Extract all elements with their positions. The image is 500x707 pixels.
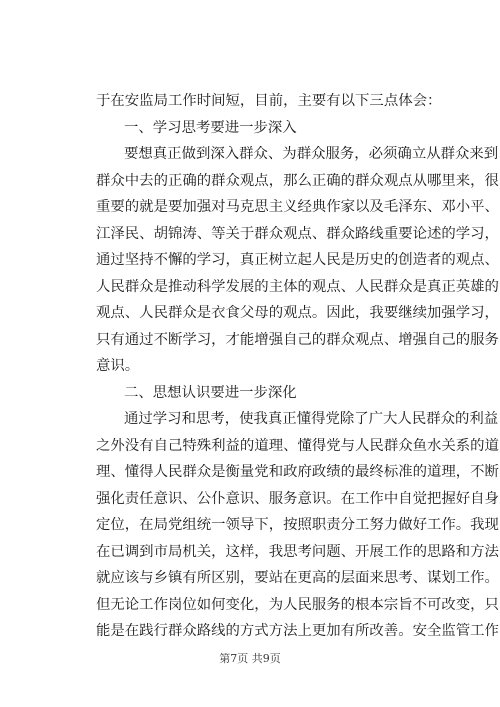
paragraph-line: 在已调到市局机关，这样，我思考问题、开展工作的思路和方法 — [96, 544, 499, 560]
section-heading: 一、学习思考要进一步深入 — [124, 120, 297, 136]
paragraph-line: 理、懂得人民群众是衡量党和政府政绩的最终标准的道理，不断 — [96, 464, 499, 480]
paragraph-line: 要想真正做到深入群众、为群众服务，必须确立从群众来到 — [124, 146, 499, 162]
paragraph-line: 只有通过不断学习，才能增强自己的群众观点、增强自己的服务 — [96, 332, 499, 348]
paragraph-line: 群众中去的正确的群众观点，那么正确的群众观点从哪里来，很 — [96, 173, 499, 189]
paragraph-line: 之外没有自己特殊利益的道理、懂得党与人民群众鱼水关系的道 — [96, 438, 499, 454]
paragraph-line: 人民群众是推动科学发展的主体的观点、人民群众是真正英雄的 — [96, 279, 499, 295]
paragraph-line: 通过坚持不懈的学习，真正树立起人民是历史的创造者的观点、 — [96, 252, 499, 268]
paragraph-line: 观点、人民群众是衣食父母的观点。因此，我要继续加强学习， — [96, 305, 499, 321]
paragraph-line: 重要的就是要加强对马克思主义经典作家以及毛泽东、邓小平、 — [96, 199, 499, 215]
paragraph-line: 但无论工作岗位如何变化，为人民服务的根本宗旨不可改变，只 — [96, 597, 499, 613]
page-number-footer: 第7页 共9页 — [219, 652, 281, 665]
paragraph-line: 通过学习和思考，使我真正懂得党除了广大人民群众的利益 — [124, 411, 499, 427]
paragraph-line: 能是在践行群众路线的方式方法上更加有所改善。安全监管工作 — [96, 623, 499, 639]
section-heading: 二、思想认识要进一步深化 — [124, 385, 297, 401]
paragraph-line: 意识。 — [96, 358, 140, 374]
paragraph-line: 于在安监局工作时间短，目前，主要有以下三点体会： — [96, 93, 442, 109]
paragraph-line: 就应该与乡镇有所区别，要站在更高的层面来思考、谋划工作。 — [96, 570, 499, 586]
paragraph-line: 江泽民、胡锦涛、等关于群众观点、群众路线重要论述的学习， — [96, 226, 499, 242]
paragraph-line: 定位，在局党组统一领导下，按照职责分工努力做好工作。我现 — [96, 517, 499, 533]
paragraph-line: 强化责任意识、公仆意识、服务意识。在工作中自觉把握好自身 — [96, 491, 499, 507]
